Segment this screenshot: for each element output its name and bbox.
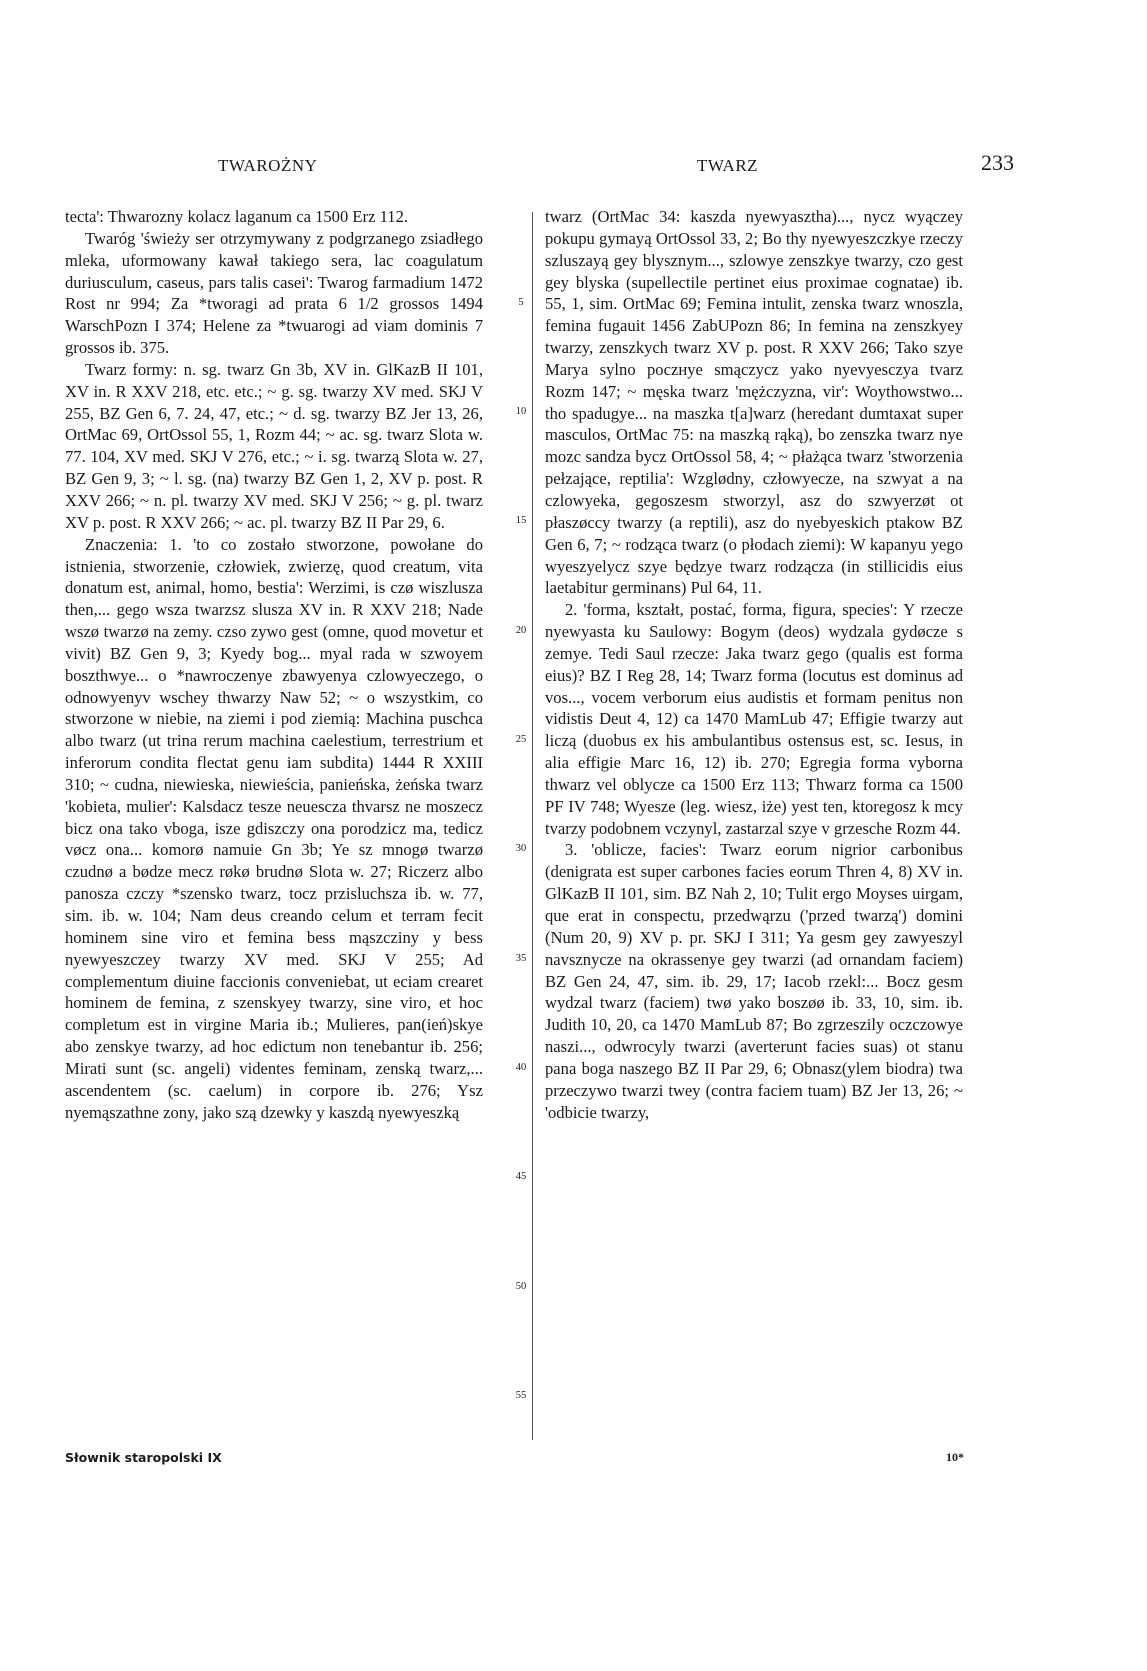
line-number: 25 bbox=[515, 734, 527, 745]
line-number: 35 bbox=[515, 953, 527, 964]
line-number: 15 bbox=[515, 515, 527, 526]
line-number: 10 bbox=[515, 406, 527, 417]
running-head-center: TWARZ bbox=[697, 156, 759, 175]
page-number: 233 bbox=[981, 150, 1014, 175]
paragraph: 2. 'forma, kształt, postać, forma, figura, species': Y rzecze nyewyasta ku Saulowy: Bogym (deos) wydzala gydøcze s zemye. Tedi Saul rzecze: Jaka twarz gego (qualis est forma eius)? BZ I Reg 28, 14; Twarz forma (locutus est dominus ad vos..., vocem verborum eius audistis et formam penitus non vidistis Deut 4, 12) ca 1470 MamLub 47; Effigie twarzy aut liczą (duobus ex his ambulantibus ostensus est, sc. Iesus, in alia effigie Marc 16, 12) ib. 270; Egregia forma vyborna thwarz vel oblycze ca 1500 Erz 113; Thwarz forma ca 1500 PF IV 748; Wyesze (leg. wiesz, iże) yest ten, ktoregosz k mcy tvarzy podobnem vczynyl, zastarzal szye v grzesche Rozm 44. bbox=[545, 600, 963, 838]
line-number: 40 bbox=[515, 1062, 527, 1073]
right-column bbox=[545, 206, 963, 1123]
paragraph: twarz (OrtMac 34: kaszda nyewyasztha)..., nycz wyączey pokupu gymayą OrtOssol 33, 2; Bo thy nyewyeszczkye rzeczy szluszayą gey blysznym..., szlowye zenszkye twarzy, czo gest gey blyska (supellectile pertinet eius proximae cognatae) ib. 55, 1, sim. OrtMac 69; Femina intulit, zenska twarz wnoszla, femina fugauit 1456 ZabUPozn 86; In femina na zenszkyey twarzy, zenszkych twarz XV p. post. R XXV 266; Tako szye Marya sylno poczнye smąсzуcz yako nyevyesczyа tvarz Rozm 147; ~ męska twarz 'mężczyzna, vir': Woythowstwo... tho spadugye... na maszka t[a]warz (heredant dumtaxat super masculos, OrtMac 75: na maszką rąką), bo zenszka twarz nye mozc sandza bycz OrtOssol 58, 4; ~ płażąca twarz 'stworzenia pełzające, reptilia': Wzglødny, człowyecze, na szwyat a na czlowyeka, gegoszesm stworzyl, asz do szwyerzøt ot płaszøccy twarzy (a reptili), asz do nyebyeskich ptakow BZ Gen 6, 7; ~ rodząca twarz (o płodach ziemi): W kapanyu yego wyeszyelycz szye będzye twarz rodzącza (in stillicidis eius laetabitur germinans) Pul 64, 11. bbox=[545, 207, 963, 598]
left-column bbox=[65, 206, 483, 1123]
column-divider bbox=[532, 212, 533, 1440]
line-number: 45 bbox=[515, 1171, 527, 1182]
paragraph: Twaróg 'świeży ser otrzymywany z podgrzanego zsiadłego mleka, uformowany kawał takiego sera, lac coagulatum duriusculum, caseus, pars talis casei': Twarog farmadium 1472 Rost nr 994; Za *tworagi ad prata 6 1/2 grossos 1494 WarschPozn I 374; Helene za *twuarogi ad viam dominis 7 grossos ib. 375. bbox=[65, 228, 483, 358]
paragraph: Znaczenia: 1. 'to co zostało stworzone, powołane do istnienia, stworzenie, człowiek, zwierzę, quod creatum, vita donatum est, animal, homo, bestia': Werzimi, is czø wiszlusza then,... gego wsza twarzsz slusza XV in. R XXV 218; Nade wszø twarzø na zemy. czso zywo gest (omne, quod movetur et vivit) BZ Gen 9, 3; Kyedy bog... myal rada w szwoyem boszthwye... o *nawroczenye zbawyenya czlowyeczego, o odnowyenyv wschey thwarzy Naw 52; ~ o wszystkim, co stworzone w niebie, na ziemi i pod ziemią: Machina puschca albo twarz (ut trina rerum machina caelestium, terrestrium et inferorum condita flectat genu iam subdita) 1444 R XXIII 310; ~ cudna, niewieska, niewieścia, panieńska, żeńska twarz 'kobieta, mulier': Kalsdacz tesze neuesczа thvarsz ne moszecz bicz ona tako vboga, isze gdiszczy ona porodzicz ma, tedicz vøcz ona... komorø namuie Gn 3b; Ye sz mnogø twarzø czudnø a bødze mecz røkø brudnø Slota w. 27; Riczerz albo panosza czczy *szensko twarz, tocz przisluchsza ib. w. 77, sim. ib. w. 104; Nam deus creando celum et terram fecit hominem sine viro et femina bess mąszcziny y bess nyewyeszczey twarzy XV med. SKJ V 255; Ad complementum diuine faccionis conveniebat, ut eciam crearet hominem de femina, z szenskyey twarzy, sine viro, et hoc completum est in virgine Maria ib.; Mulieres, pan(ień)skye abo zenskye twarzy, ad hoc edictum non tenebantur ib. 256; Mirati sunt (sc. angeli) videntes feminam, zenską twarz,... ascendentem (sc. caelum) in corpore ib. 276; Ysz nyemąszathne zony, jako szą dzewky y kaszdą nyewyeszką bbox=[65, 534, 483, 1122]
line-number: 30 bbox=[515, 843, 527, 854]
paragraph: 3. 'oblicze, facies': Twarz eorum nigrior carbonibus (denigrata est super carbones facies eorum Thren 4, 8) XV in. GlKazB II 101, sim. BZ Nah 2, 10; Tulit ergo Moyses uirgam, que erat in conspectu, przedwąrzu ('przed twarzą') domini (Num 20, 9) XV p. pr. SKJ I 311; Ya gesm gey zawyeszyl navsznycze na okrassenye gey twarzi (ad ornandam faciem) BZ Gen 24, 47, sim. ib. 29, 17; Iacob rzekl:... Bocz gesm wydzal twarz (faciem) twø yako boszøø ib. 33, 10, sim. ib. Judith 10, 20, ca 1470 MamLub 87; Bo zgrzeszily oczczowye naszi..., odwrocyly twarzi (averterunt facies suas) ot stanu pana boga naszego BZ II Par 29, 6; Obnasz(ylem biodra) twa przeczywo twarzi twey (contra faciem tuam) BZ Jer 13, 26; ~ 'odbicie twarzy, bbox=[545, 840, 963, 1122]
line-number: 20 bbox=[515, 625, 527, 636]
paragraph: Twarz formy: n. sg. twarz Gn 3b, XV in. GlKazB II 101, XV in. R XXV 218, etc. etc.; ~ g. sg. twarzy XV med. SKJ V 255, BZ Gen 6, 7. 24, 47, etc.; ~ d. sg. twarzy BZ Jer 13, 26, OrtMac 69, OrtOssol 55, 1, Rozm 44; ~ ac. sg. twarz Slota w. 77. 104, XV med. SKJ V 276, etc.; ~ i. sg. twarzą Slota w. 27, BZ Gen 9, 3; ~ l. sg. (na) twarzy BZ Gen 1, 2, XV p. post. R XXV 266; ~ n. pl. twarzy XV med. SKJ V 256; ~ g. pl. twarz XV p. post. R XXV 266; ~ ac. pl. twarzy BZ II Par 29, 6. bbox=[65, 359, 483, 532]
signature-mark: 10* bbox=[946, 1450, 964, 1464]
footer-title: Słownik staropolski IX bbox=[65, 1450, 222, 1465]
line-number: 5 bbox=[518, 297, 524, 308]
line-number: 50 bbox=[515, 1281, 527, 1292]
line-number: 55 bbox=[515, 1390, 527, 1401]
paragraph: tecta': Thwarozny kolacz laganum ca 1500 Erz 112. bbox=[65, 207, 409, 226]
running-head-left: TWAROŻNY bbox=[218, 156, 318, 175]
